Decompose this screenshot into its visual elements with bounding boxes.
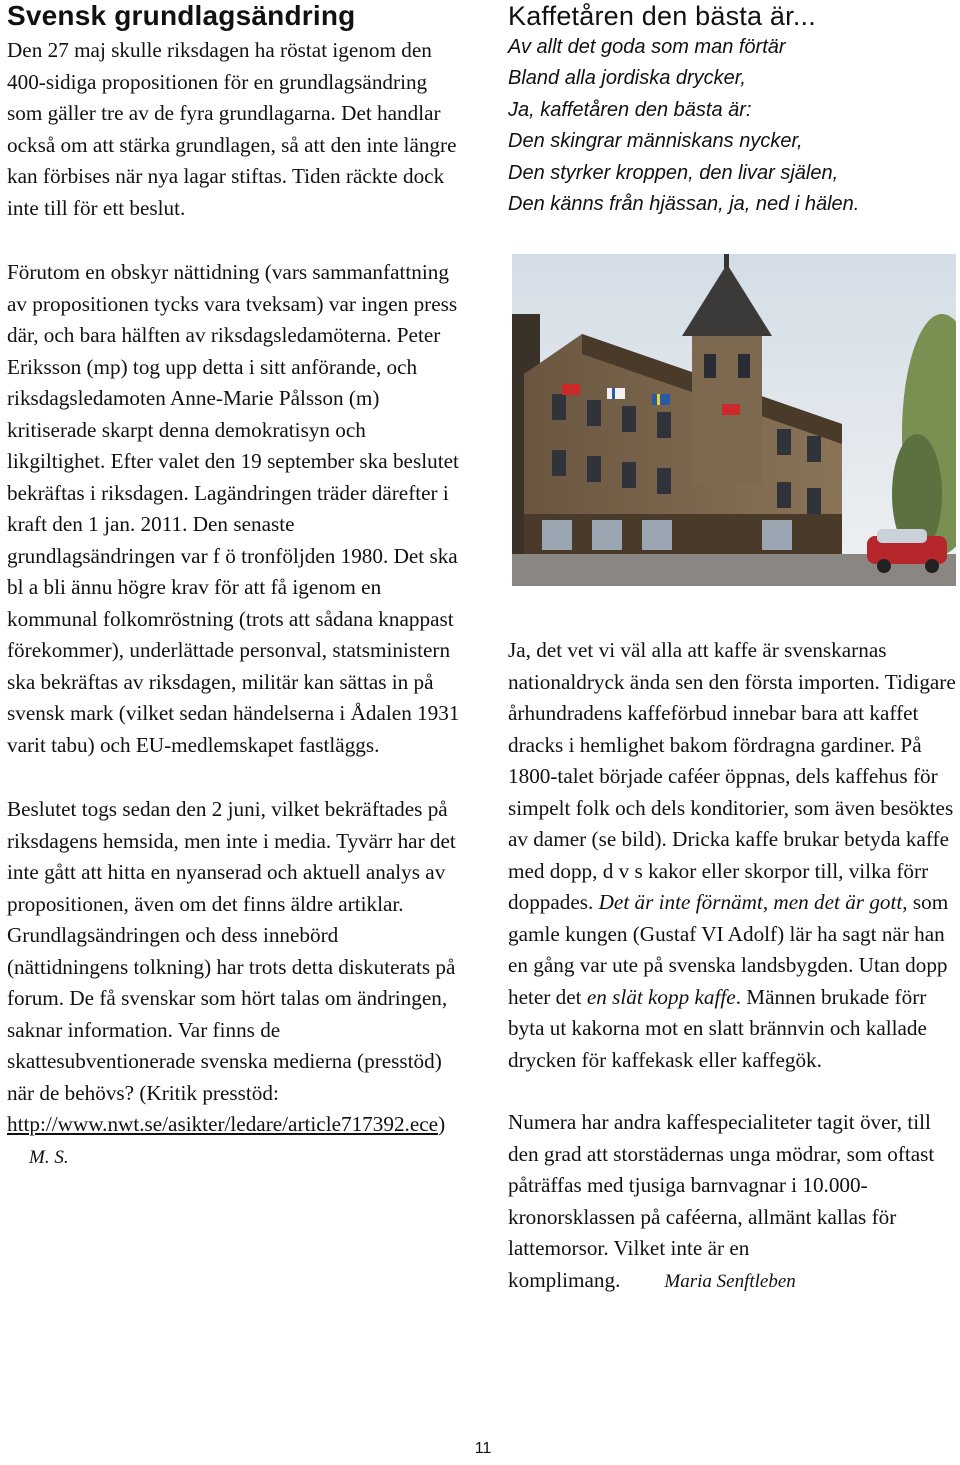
coffee-heading: Kaffetåren den bästa är... bbox=[508, 1, 816, 31]
article-signature: M. S. bbox=[29, 1146, 69, 1168]
article-link[interactable]: http://www.nwt.se/asikter/ledare/article717392.ece bbox=[7, 1112, 439, 1136]
cafe-building-photo bbox=[512, 254, 956, 586]
article-paragraph-3 bbox=[7, 794, 463, 1173]
right-column bbox=[508, 0, 956, 1297]
poem-line: Den skingrar människans nycker, bbox=[508, 130, 803, 153]
article-paragraph-2: Förutom en obskyr nättidning (vars sammanfattning av propositionen tycks vara tveksam) var ingen press där, och bara hälften av riksdagsledamöterna. Peter Eriksson (mp) tog upp detta i sitt anförande, och riksdagsledamoten Anne-Marie Pålsson (m) kritiserade skarpt denna demokratisyn och likgiltighet. Efter valet den 19 september ska beslutet bekräftas i riksdagen. Lagändringen träder därefter i kraft den 1 jan. 2011. Den senaste grundlagsändringen var f ö tronföljden 1980. Det ska bl a bli ännu högre krav för att få igenom en kommunal folkomröstning (trots att sådana knappast förekommer), underlättade personval, statsministern ska bekräftas av riksdagen, militär kan sättas in på svensk mark (vilket sedan händelserna i Ådalen 1931 varit tabu) och EU-medlemskapet fastläggs. bbox=[7, 260, 460, 757]
coffee-text-b: , som gamle kungen (Gustaf VI Adolf) lär ha sagt när han en gång var ute på svenska landsbygden. Utan dopp heter det bbox=[508, 890, 949, 1009]
article-paragraph-3-text: Beslutet togs sedan den 2 juni, vilket bekräftades på riksdagens hemsida, men inte i media. Tyvärr har det inte gått att hitta en nyanserad och aktuell analys av propositionen, även om det finns äldre artiklar. Grundlagsändringen och dess innebörd (nättidningens tolkning) har trots detta diskuterats på forum. De få svenskar som hört talas om ändringen, saknar information. Var finns de skattesubventionerade svenska medierna (presstöd) när de behövs? bbox=[7, 797, 456, 1105]
poem-line: Den styrker kroppen, den livar själen, bbox=[508, 161, 839, 184]
article-heading: Svensk grundlagsändring bbox=[7, 0, 356, 31]
coffee-paragraph-1 bbox=[508, 635, 956, 1076]
poem bbox=[508, 32, 956, 220]
left-column bbox=[7, 0, 463, 1173]
king-quote: Det är inte förnämt, men det är gott bbox=[598, 890, 903, 915]
coffee-text-a: Ja, det vet vi väl alla att kaffe är svenskarnas nationaldryck ända sen den första importen. Tidigare århundradens kaffeförbud innebar bara att kaffet dracks i hemlighet bakom fördragna gardiner. På 1800-talet började caféer öppnas, dels kaffehus för simpelt folk och dels konditorier, som även besöktes av damer (se bild). Dricka kaffe brukar betyda kaffe med dopp, d v s kakor eller skorpor till, vilka förr doppades. bbox=[508, 638, 956, 915]
article-paragraph-1: Den 27 maj skulle riksdagen ha röstat igenom den 400-sidiga propositionen för en grundlagsändring som gäller tre av de fyra grundlagarna. Det handlar också om att stärka grundlagen, så att den inte längre kan förbises när nya lagar stiftas. Tiden räckte dock inte till för ett beslut. bbox=[7, 38, 457, 220]
poem-line: Av allt det goda som man förtär bbox=[508, 36, 786, 58]
poem-line: Den känns från hjässan, ja, ned i hälen. bbox=[508, 193, 860, 216]
coffee-paragraph-2-text: Numera har andra kaffespecialiteter tagit över, till den grad att storstädernas unga mödrar, som oftast påträffas med tjusiga barnvagnar i 10.000-kronorsklassen på caféerna, allmänt kallas för lattemorsor. Vilket inte är en komplimang. bbox=[508, 1110, 935, 1292]
poem-line: Ja, kaffetåren den bästa är: bbox=[508, 98, 752, 121]
coffee-text-c: . Männen brukade förr byta ut kakorna mot en slatt brännvin och kallade drycken för kaffekask eller kaffegök. bbox=[508, 984, 927, 1072]
coffee-signature: Maria Senftleben bbox=[664, 1270, 796, 1292]
page-number: 11 bbox=[474, 1440, 492, 1457]
link-prefix: (Kritik presstöd: bbox=[139, 1080, 279, 1105]
link-suffix: ) bbox=[438, 1112, 446, 1136]
building-photo-image bbox=[512, 254, 956, 586]
poem-line: Bland alla jordiska drycker, bbox=[508, 67, 746, 90]
coffee-term: en slät kopp kaffe bbox=[586, 984, 736, 1009]
coffee-paragraph-2 bbox=[508, 1107, 956, 1297]
